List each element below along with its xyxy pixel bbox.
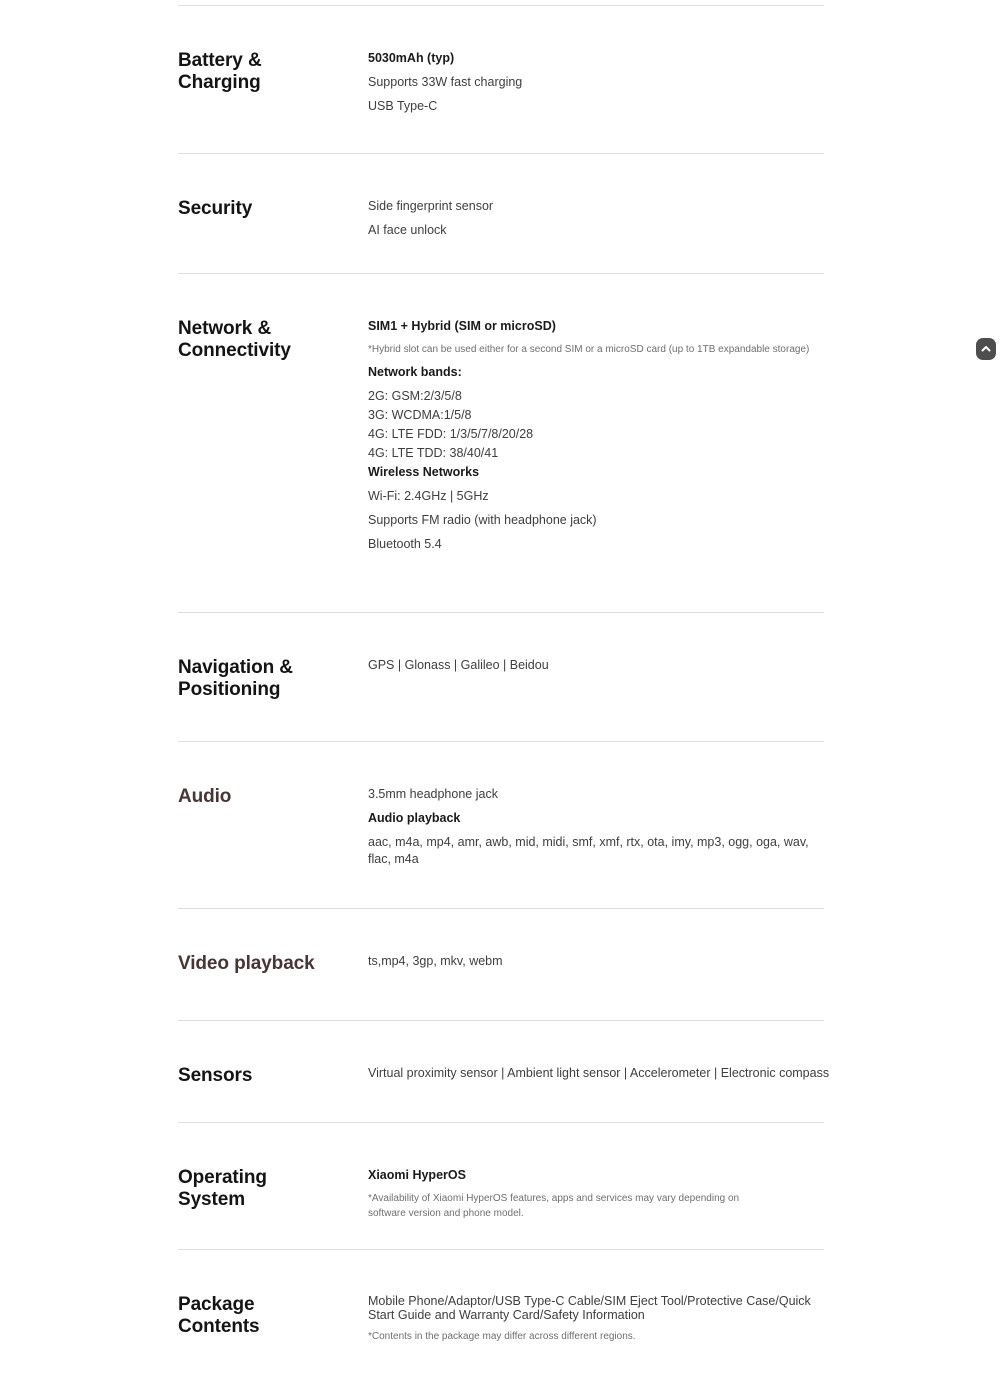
wifi-value: Wi-Fi: 2.4GHz | 5GHz (368, 489, 489, 503)
spec-section-navigation-positioning (178, 612, 824, 741)
video-formats-value: ts,mp4, 3gp, mkv, webm (368, 954, 503, 968)
charging-port-value: USB Type-C (368, 99, 438, 113)
spec-section-sensors (178, 1020, 830, 1122)
band-4g-tdd-value: 4G: LTE TDD: 38/40/41 (368, 446, 499, 460)
section-title-package-contents: Package Contents (178, 1294, 260, 1337)
spec-section-network-connectivity (178, 273, 824, 612)
battery-capacity-value: 5030mAh (typ) (368, 51, 455, 65)
network-bands-label: Network bands: (368, 365, 462, 379)
spec-section-operating-system (178, 1122, 824, 1249)
section-title-audio: Audio (178, 786, 232, 807)
sim-config-value: SIM1 + Hybrid (SIM or microSD) (368, 319, 556, 333)
spec-section-battery-charging (178, 5, 824, 153)
package-contents-value: Mobile Phone/Adaptor/USB Type-C Cable/SIM Eject Tool/Protective Case/Quick Start Guide and Warranty Card/Safety Information (368, 1294, 811, 1322)
section-title-battery-charging: Battery & Charging (178, 50, 262, 93)
spec-sheet (178, 0, 830, 1383)
section-title-security: Security (178, 198, 253, 219)
section-title-network-connectivity: Network & Connectivity (178, 318, 291, 361)
package-footnote: *Contents in the package may differ across different regions. (368, 1331, 636, 1342)
spec-section-security (178, 153, 824, 273)
sim-footnote: *Hybrid slot can be used either for a second SIM or a microSD card (up to 1TB expandable storage) (368, 344, 810, 355)
sensors-list-value: Virtual proximity sensor | Ambient light sensor | Accelerometer | Electronic compass (368, 1066, 830, 1080)
fm-radio-value: Supports FM radio (with headphone jack) (368, 513, 597, 527)
audio-codecs-value: aac, m4a, mp4, amr, awb, mid, midi, smf, xmf, rtx, ota, imy, mp3, ogg, oga, wav, flac, m4a (368, 835, 809, 866)
section-title-navigation-positioning: Navigation & Positioning (178, 657, 293, 700)
section-title-sensors: Sensors (178, 1065, 253, 1086)
band-3g-value: 3G: WCDMA:1/5/8 (368, 408, 472, 422)
fingerprint-value: Side fingerprint sensor (368, 199, 494, 213)
face-unlock-value: AI face unlock (368, 223, 447, 237)
section-title-operating-system: Operating System (178, 1167, 267, 1210)
spec-section-video-playback (178, 908, 824, 1020)
spec-section-audio (178, 741, 824, 908)
wireless-networks-label: Wireless Networks (368, 465, 480, 479)
band-2g-value: 2G: GSM:2/3/5/8 (368, 389, 462, 403)
fast-charging-value: Supports 33W fast charging (368, 75, 523, 89)
bluetooth-value: Bluetooth 5.4 (368, 537, 442, 551)
chevron-up-icon (980, 343, 992, 355)
back-to-top-button[interactable] (976, 338, 996, 360)
os-name-value: Xiaomi HyperOS (368, 1168, 466, 1182)
section-title-video-playback: Video playback (178, 953, 315, 974)
os-footnote: *Availability of Xiaomi HyperOS features, apps and services may vary depending on software version and phone model. (368, 1193, 740, 1219)
band-4g-fdd-value: 4G: LTE FDD: 1/3/5/7/8/20/28 (368, 427, 534, 441)
headphone-jack-value: 3.5mm headphone jack (368, 787, 498, 801)
audio-playback-label: Audio playback (368, 811, 461, 825)
gnss-value: GPS | Glonass | Galileo | Beidou (368, 658, 549, 672)
spec-section-package-contents (178, 1249, 824, 1383)
